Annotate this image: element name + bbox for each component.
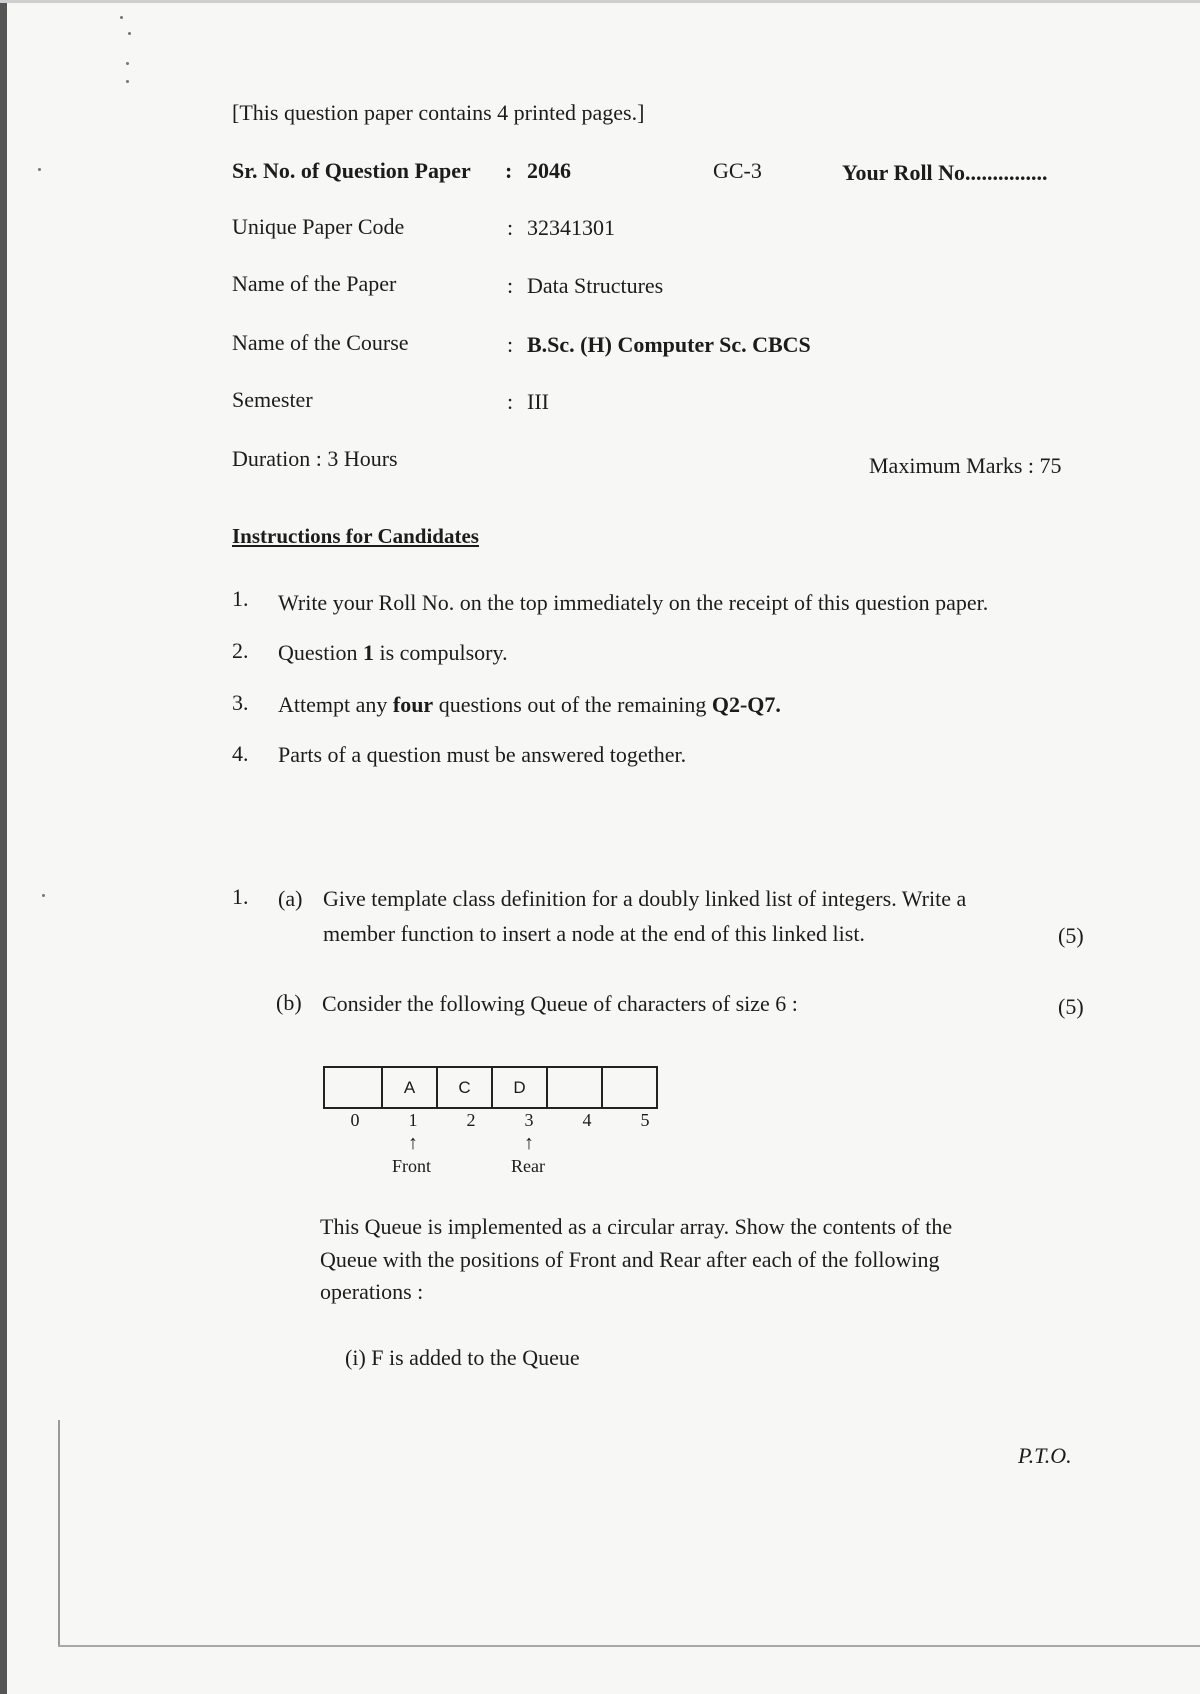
sr-no-label: Sr. No. of Question Paper [232,158,471,183]
gc-code: GC-3 [713,158,762,183]
queue-index: 3 [524,1110,534,1130]
instruction-number: 4. [232,741,249,766]
scan-speck [128,32,131,35]
scan-speck [42,894,45,897]
part-b-text: Consider the following Queue of characters of size 6 : [322,991,798,1016]
colon: : [505,158,513,183]
margin-line-vertical [58,1420,60,1645]
pto-note: P.T.O. [1018,1443,1072,1468]
instructions-heading: Instructions for Candidates [232,524,479,548]
page-count-note: [This question paper contains 4 printed pages.] [232,100,645,125]
max-marks: Maximum Marks : 75 [869,453,1062,478]
question-number: 1. [232,884,249,909]
unique-code-label: Unique Paper Code [232,214,405,239]
scan-border-top [0,0,1200,3]
queue-cell: A [381,1066,438,1109]
roll-no-label: Your Roll No............... [842,160,1048,185]
queue-description: operations : [320,1279,424,1304]
semester-value: III [527,389,549,414]
scan-speck [38,168,41,171]
sr-no-value: 2046 [527,158,571,183]
instruction-text: Parts of a question must be answered together. [278,742,687,767]
queue-index: 5 [640,1110,650,1130]
colon: : [507,332,514,357]
queue-cell [323,1066,383,1109]
margin-line-horizontal [58,1645,1200,1647]
queue-diagram [325,1066,658,1109]
instruction-number: 1. [232,586,249,611]
front-label: Front [392,1156,432,1176]
queue-cell [546,1066,603,1109]
queue-index: 0 [350,1110,360,1130]
course-label: Name of the Course [232,330,409,355]
colon: : [507,215,514,240]
instruction-text: Question 1 is compulsory. [278,640,508,665]
instruction-text: Attempt any four questions out of the remaining Q2-Q7. [278,692,781,717]
semester-label: Semester [232,387,313,412]
instruction-number: 2. [232,638,249,663]
queue-description: Queue with the positions of Front and Rear after each of the following [320,1247,940,1272]
queue-description: This Queue is implemented as a circular array. Show the contents of the [320,1214,953,1239]
front-arrow-icon: ↑ [408,1132,418,1154]
rear-label: Rear [511,1156,545,1176]
part-a-label: (a) [278,886,303,911]
instruction-number: 3. [232,690,249,715]
part-a-text: member function to insert a node at the end of this linked list. [323,921,865,946]
queue-index: 1 [408,1110,418,1130]
part-b-label: (b) [276,990,302,1015]
scan-speck [126,80,129,83]
queue-cell: D [491,1066,548,1109]
rear-arrow-icon: ↑ [524,1132,534,1154]
part-a-text: Give template class definition for a doubly linked list of integers. Write a [323,886,967,911]
part-a-marks: (5) [1058,923,1084,948]
paper-name-label: Name of the Paper [232,271,397,296]
scan-speck [120,16,123,19]
unique-code-value: 32341301 [527,215,615,240]
queue-cell: C [436,1066,493,1109]
queue-index: 4 [582,1110,592,1130]
queue-cell [601,1066,658,1109]
operation-item: (i) F is added to the Queue [345,1345,580,1370]
course-value: B.Sc. (H) Computer Sc. CBCS [527,332,811,357]
instruction-text: Write your Roll No. on the top immediately on the receipt of this question paper. [278,590,989,615]
paper-name-value: Data Structures [527,273,664,298]
scan-border-left [0,0,7,1694]
queue-index: 2 [466,1110,476,1130]
scan-speck [126,62,129,65]
colon: : [507,389,514,414]
duration: Duration : 3 Hours [232,446,398,471]
colon: : [507,273,514,298]
part-b-marks: (5) [1058,994,1084,1019]
